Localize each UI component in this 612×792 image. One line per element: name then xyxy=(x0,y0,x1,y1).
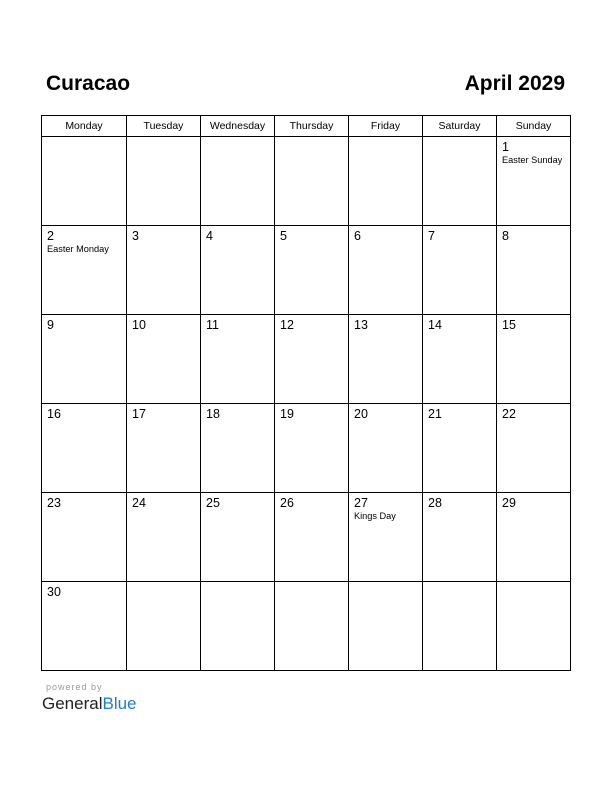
day-number: 12 xyxy=(280,318,294,332)
day-cell xyxy=(497,226,571,315)
day-number: 4 xyxy=(206,229,213,243)
day-cell xyxy=(42,137,127,226)
day-cell xyxy=(275,493,349,582)
day-number: 23 xyxy=(47,496,61,510)
week-row xyxy=(42,493,571,582)
day-cell xyxy=(497,137,571,226)
day-cell xyxy=(42,315,127,404)
day-number: 11 xyxy=(206,318,219,332)
generalblue-logo[interactable] xyxy=(42,694,137,714)
weekday-header: Tuesday xyxy=(127,116,201,137)
day-number: 16 xyxy=(47,407,61,421)
calendar-grid xyxy=(41,115,571,671)
week-row xyxy=(42,137,571,226)
day-cell xyxy=(275,315,349,404)
day-number: 28 xyxy=(428,496,442,510)
holiday-label: Easter Sunday xyxy=(502,155,563,165)
day-number: 13 xyxy=(354,318,368,332)
day-cell xyxy=(42,493,127,582)
day-number: 8 xyxy=(502,229,509,243)
day-cell xyxy=(349,493,423,582)
day-cell xyxy=(127,315,201,404)
day-cell xyxy=(497,582,571,671)
day-cell xyxy=(42,582,127,671)
day-number: 3 xyxy=(132,229,139,243)
day-number: 24 xyxy=(132,496,146,510)
day-number: 19 xyxy=(280,407,294,421)
day-cell xyxy=(423,315,497,404)
brand-blue-text: Blue xyxy=(102,694,137,713)
day-number: 26 xyxy=(280,496,294,510)
weekday-header: Thursday xyxy=(275,116,349,137)
day-cell xyxy=(423,404,497,493)
day-number: 7 xyxy=(428,229,435,243)
brand-general-text: General xyxy=(42,694,103,713)
day-number: 20 xyxy=(354,407,368,421)
day-number: 2 xyxy=(47,229,54,243)
day-cell xyxy=(497,404,571,493)
weekday-header-row xyxy=(42,116,571,137)
day-number: 6 xyxy=(354,229,361,243)
day-cell xyxy=(423,137,497,226)
day-cell xyxy=(497,315,571,404)
week-row xyxy=(42,226,571,315)
day-number: 5 xyxy=(280,229,287,243)
day-cell xyxy=(201,137,275,226)
holiday-label: Kings Day xyxy=(354,511,396,521)
weekday-header: Monday xyxy=(42,116,127,137)
day-cell xyxy=(423,582,497,671)
weekday-header: Friday xyxy=(349,116,423,137)
day-cell xyxy=(275,137,349,226)
day-cell xyxy=(42,226,127,315)
day-cell xyxy=(349,315,423,404)
day-cell xyxy=(127,226,201,315)
day-cell xyxy=(201,404,275,493)
day-number: 14 xyxy=(428,318,442,332)
weekday-header: Saturday xyxy=(423,116,497,137)
day-cell xyxy=(275,404,349,493)
day-cell xyxy=(201,226,275,315)
day-number: 21 xyxy=(428,407,442,421)
day-number: 22 xyxy=(502,407,516,421)
weekday-header: Wednesday xyxy=(201,116,275,137)
day-number: 17 xyxy=(132,407,146,421)
day-cell xyxy=(42,404,127,493)
day-cell xyxy=(201,315,275,404)
day-number: 30 xyxy=(47,585,61,599)
day-number: 9 xyxy=(47,318,54,332)
weekday-header: Sunday xyxy=(497,116,571,137)
day-cell xyxy=(497,493,571,582)
day-cell xyxy=(349,137,423,226)
day-number: 15 xyxy=(502,318,516,332)
day-cell xyxy=(275,582,349,671)
day-cell xyxy=(127,582,201,671)
day-cell xyxy=(127,137,201,226)
day-cell xyxy=(423,226,497,315)
week-row xyxy=(42,315,571,404)
powered-by-text: powered by xyxy=(46,682,103,692)
day-cell xyxy=(275,226,349,315)
day-cell xyxy=(127,404,201,493)
day-number: 25 xyxy=(206,496,220,510)
day-cell xyxy=(349,226,423,315)
day-number: 18 xyxy=(206,407,220,421)
week-row xyxy=(42,582,571,671)
day-number: 1 xyxy=(502,140,509,154)
day-cell xyxy=(349,582,423,671)
country-title: Curacao xyxy=(46,72,131,95)
day-cell xyxy=(127,493,201,582)
month-year-title: April 2029 xyxy=(464,72,565,95)
day-number: 27 xyxy=(354,496,368,510)
day-cell xyxy=(201,582,275,671)
day-cell xyxy=(349,404,423,493)
day-number: 29 xyxy=(502,496,516,510)
week-row xyxy=(42,404,571,493)
day-cell xyxy=(423,493,497,582)
day-cell xyxy=(201,493,275,582)
holiday-label: Easter Monday xyxy=(47,244,109,254)
day-number: 10 xyxy=(132,318,146,332)
